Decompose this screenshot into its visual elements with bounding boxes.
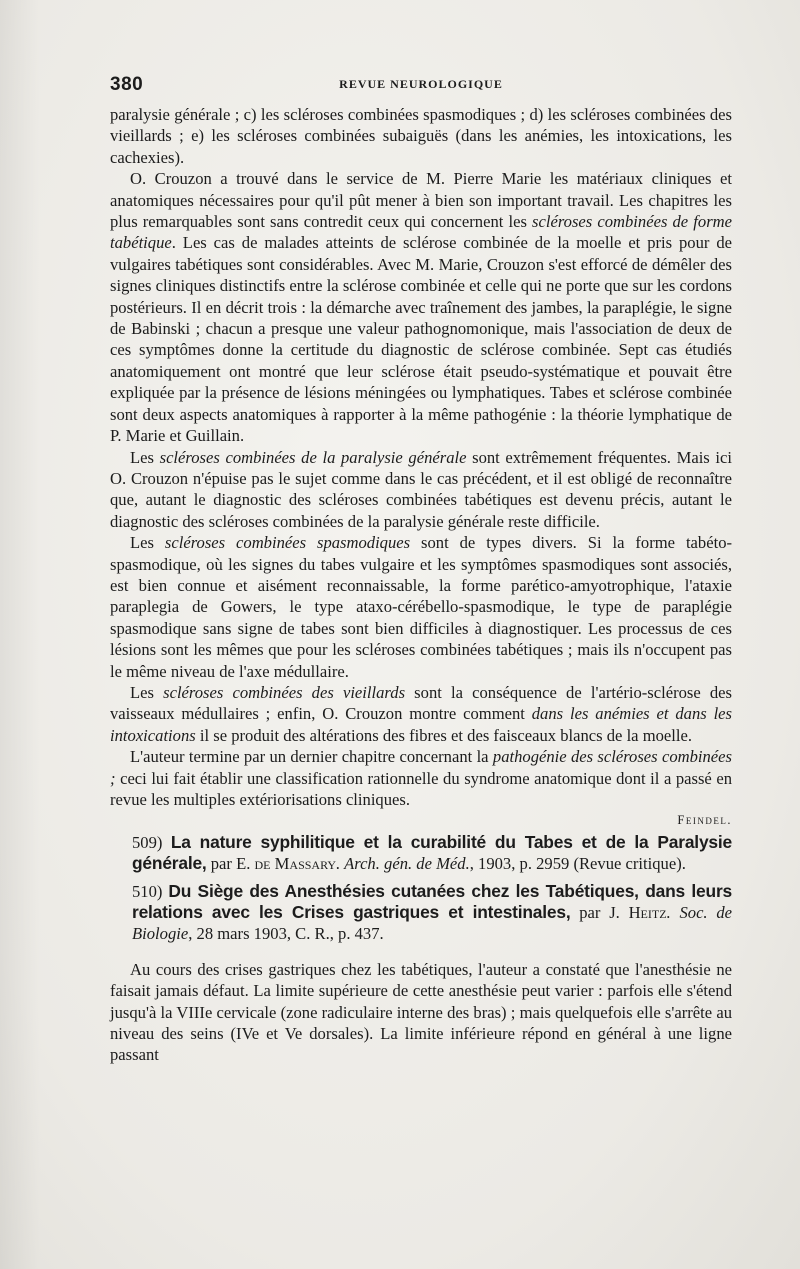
entry-author-prefix: par J.	[570, 903, 629, 923]
entry-author-prefix: par E.	[206, 854, 255, 874]
entry-title: Du Siège des Anesthésies cutanées chez les Tabétiques, dans leurs relations avec les Crises gastriques et intestinales,	[132, 880, 732, 923]
paragraph-2	[110, 168, 732, 446]
entry-number: 509)	[132, 832, 171, 852]
text-run: sont la conséquence de l'artério-sclérose des vaisseaux médullaires ; enfin, O. Crouzon montre comment	[110, 682, 733, 724]
entry-journal: . Arch. gén. de Méd.	[336, 854, 470, 874]
paragraph-6	[110, 746, 732, 810]
paragraph-4	[110, 532, 732, 682]
bibliography-entry-509	[110, 832, 732, 875]
text-run: . Les cas de malades atteints de sclérose combinée de la moelle et pris pour de vulgaires tabétiques sont considérables. Avec M. Marie, Crouzon s'est efforcé de démêler des signes cliniques distinctifs entre la sclérose combinée et celle qui ne porte que sur les cordons postérieurs. Il en décrit trois : la démarche avec traînement des jambes, la paraplégie, le signe de Babinski ; chacun a presque une valeur pathognomonique, mais l'association de deux de ces symptômes donne la certitude du diagnostic de sclérose combinée. Sept cas étudiés anatomiquement ont montré que leur sclérose était pseudo-systématique et pouvait être expliquée par la présence de lésions méningées ou lymphatiques. Tabes et sclérose combinée sont deux aspects anatomiques à rapporter à la même pathogénie : la théorie lymphatique de P. Marie et Guillain.	[110, 233, 732, 446]
paragraph-1: paralysie générale ; c) les scléroses combinées spasmodiques ; d) les scléroses combinées des vieillards ; e) les scléroses combinées subaiguës (dans les anémies, les intoxications, les cachexies).	[110, 105, 732, 167]
running-title: REVUE NEUROLOGIQUE	[339, 77, 503, 91]
entry-number: 510)	[132, 881, 169, 901]
body-text	[110, 104, 732, 1066]
text-run: sont de types divers. Si la forme tabéto-spasmodique, où les signes du tabes vulgaire et les symptômes spasmodiques sont associés, est bien connue et aisément reconnaissable, la forme parético-amyotrophique, l'ataxie paraplegia de Gowers, le type ataxo-cérébello-spasmodique, le type de paraplégie spasmodique sans signe de tabes sont bien difficiles à diagnostiquer. Les processus de ces lésions sont les mêmes que pour les scléroses combinées tabétiques ; mais ils n'occupent pas le même niveau de l'axe médullaire.	[110, 533, 733, 681]
paragraph-3	[110, 447, 732, 533]
emphasis: dans les anémies et dans les intoxications	[110, 704, 732, 745]
paragraph-5	[110, 682, 732, 746]
page-number: 380	[110, 74, 144, 95]
page-header	[110, 74, 732, 98]
text-run: O. Crouzon a trouvé dans le service de M. Pierre Marie les matériaux cliniques et anatomiques nécessaires pour qu'il pût mener à bien son important travail. Les chapitres les plus remarquables sont sans contredit ceux qui concernent les	[110, 169, 732, 232]
page-edge-shadow	[0, 0, 40, 1269]
emphasis: scléroses combinées des vieillards	[163, 682, 406, 702]
entry-title: La nature syphilitique et la curabilité du Tabes et de la Paralysie générale,	[132, 831, 732, 874]
entry-author: de Massary	[254, 854, 337, 874]
emphasis: scléroses combinées de la paralysie générale	[159, 447, 467, 467]
text-run: L'auteur termine par un dernier chapitre concernant la	[130, 747, 493, 767]
text-run: Les	[130, 682, 164, 702]
bibliography-entry-510	[110, 881, 732, 945]
entry-journal: . Soc. de Biologie	[132, 903, 732, 944]
emphasis: pathogénie des scléroses combinées ;	[110, 747, 732, 788]
text-run: ceci lui fait établir une classification rationnelle du syndrome anatomique dont il a passé en revue les multiples extériorisations cliniques.	[110, 768, 732, 809]
spacer	[110, 945, 732, 959]
entry-author: Heitz	[628, 903, 667, 923]
text-run: sont extrêmement fréquentes. Mais ici O. Crouzon n'épuise pas le sujet comme dans le cas précédent, et il est obligé de reconnaître que, autant le diagnostic des scléroses combinées tabétiques est devenu précis, autant le diagnostic des scléroses combinées de la paralysie générale reste difficile.	[110, 447, 732, 531]
emphasis: scléroses combinées spasmodiques	[164, 533, 411, 553]
reviewer-signature: Feindel.	[677, 813, 732, 828]
entry-details: , 1903, p. 2959 (Revue critique).	[469, 854, 686, 874]
paragraph-final: Au cours des crises gastriques chez les tabétiques, l'auteur a constaté que l'anesthésie ne faisait jamais défaut. La limite supérieure de cette anesthésie peut varier : parfois elle s'étend jusqu'à la VIIIe cervicale (zone radiculaire interne des bras) ; mais quelquefois elle s'arrête au niveau des seins (IVe et Ve dorsales). La limite inférieure répond en général à une ligne passant	[110, 959, 732, 1065]
text-run: Les	[130, 533, 165, 553]
text-run: Les	[130, 447, 160, 467]
text-run: il se produit des altérations des fibres et des faisceaux blancs de la moelle.	[195, 725, 692, 745]
emphasis: scléroses combinées de forme tabétique	[110, 212, 733, 253]
entry-details: , 28 mars 1903, C. R., p. 437.	[188, 924, 384, 944]
